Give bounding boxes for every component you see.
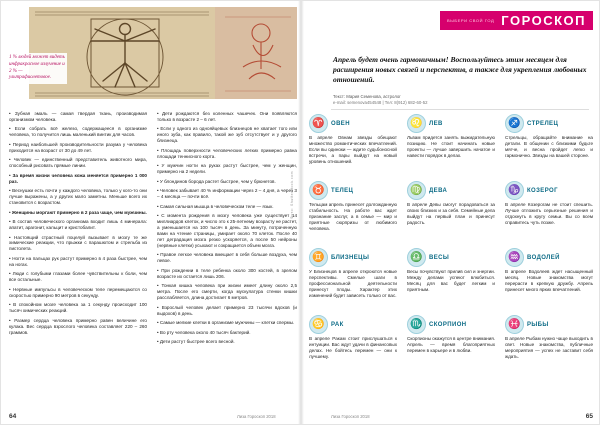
intro-text: Апрель будет очень гармоничным! Воспользуйтесь этим месяцем для расширения новых связей и перспектив, а также для укрепления любовных отношений. xyxy=(333,55,587,85)
zodiac-name: ТЕЛЕЦ xyxy=(331,187,354,194)
fact-item: • Дети растут быстрее всего весной. xyxy=(157,339,235,345)
zodiac-block xyxy=(407,315,495,378)
byline-contact: e-mail: semenova454548 | Тел: 8(912) 682-60-52 xyxy=(333,100,428,106)
fact-item: • Ногти на пальцах рук растут примерно в 4 раза быстрее, чем на ногах. xyxy=(9,255,147,267)
zodiac-block xyxy=(505,181,593,244)
fact-item: • Женщины моргают примерно в 2 раза чаще, чем мужчины. xyxy=(9,209,147,215)
page-number-right: 65 xyxy=(585,413,593,420)
page-right xyxy=(301,1,600,425)
footer-brand-left: Лиза Гороскоп 2018 xyxy=(237,414,276,419)
divider-rule xyxy=(331,109,589,110)
fact-item: • Если у одного из однояйцевых близнецов не хватает того или иного зуба, как правило, такой же зуб отсутствует и у другого близнеца. xyxy=(157,126,297,144)
zodiac-text: В апреле Водолеев ждет насыщенный месяц. Новые знакомства могут перерасти в крепкую дружбу. Апрель принесет много ярких впечатлений. xyxy=(505,269,593,292)
scorpio-icon: ♏ xyxy=(407,315,426,334)
zodiac-name: ОВЕН xyxy=(331,120,350,127)
gemini-icon: ♊ xyxy=(309,248,328,267)
byline xyxy=(333,94,589,107)
banner-kicker: ВЫБЕРИ СВОЙ ГОД xyxy=(446,18,495,23)
libra-icon: ♎ xyxy=(407,248,426,267)
zodiac-name: ЛЕВ xyxy=(429,120,443,127)
zodiac-block xyxy=(505,248,593,311)
zodiac-block xyxy=(309,114,397,177)
fact-item: • Во рту человека около 40 тысяч бактерий. xyxy=(157,329,251,335)
zodiac-header xyxy=(407,114,495,133)
zodiac-text: В апреле Ракам стоит прислушаться к интуиции. Вас ждут удачи в финансовых делах. Не бойтесь перемен — они к лучшему. xyxy=(309,336,397,359)
vitruvian-man-image xyxy=(29,7,297,99)
zodiac-header xyxy=(407,248,495,267)
fact-item: • Настоящий страстный поцелуй вызывает в мозгу те же химические реакции, что прыжки с парашютом и стрельба из пистолета. xyxy=(9,234,147,252)
zodiac-block xyxy=(407,248,495,311)
fact-item: • За время жизни человека кожа меняется примерно 1 000 раз. xyxy=(9,172,147,184)
sagittarius-icon: ♐ xyxy=(505,114,524,133)
zodiac-text: У Близнецов в апреле откроются новые перспективы. Смелые шаги в профессиональной деятельности принесут плоды. Характер этих изменений будет зависеть только от вас. xyxy=(309,269,397,298)
zodiac-name: РЫБЫ xyxy=(527,321,549,328)
image-caption: 1 % людей может видеть инфракрасное излучение и 2 % — ультрафиолетовое. xyxy=(7,53,67,84)
zodiac-header xyxy=(309,315,397,334)
fact-item: • В состав человеческого организма входит лишь 4 минерала: апатит, арагонит, кальцит и кристобалит. xyxy=(9,219,147,231)
left-facts-column xyxy=(157,111,297,405)
fact-item: • Веснушки есть почти у каждого человека, только у кого-то они лучше выражены, а у других мало заметны. Меньше всего их становится с возрастом. xyxy=(9,188,147,206)
fact-item: • Взрослый человек делает примерно 23 тысячи вдохов (и выдохов) в день. xyxy=(157,304,297,316)
zodiac-text: В апреле Рыбам нужно чаще выходить в свет. Новые знакомства, публичные мероприятия — успех не заставит себя ждать. xyxy=(505,336,593,359)
sign-column xyxy=(309,114,397,402)
zodiac-grid xyxy=(309,114,593,402)
zodiac-name: ДЕВА xyxy=(429,187,448,194)
sign-column xyxy=(407,114,495,402)
cancer-icon: ♋ xyxy=(309,315,328,334)
vitruvian-man-drawing xyxy=(29,7,297,99)
fact-item: • Нервные импульсы в человеческом теле перемещаются со скоростью примерно 90 метров в секунду. xyxy=(9,286,147,298)
zodiac-text: В апреле Девы смогут порадоваться за своих близких и за себя. Семейные дела выйдут на первый план и принесут радость. xyxy=(407,202,495,225)
taurus-icon: ♉ xyxy=(309,181,328,200)
fact-item: • Если собрать всё железо, содержащееся в организме человека, то получится лишь маленький винтик для часов. xyxy=(9,126,147,138)
fact-item: • При рождении в теле ребенка около 300 костей, в зрелом возрасте их остается лишь 206. xyxy=(157,267,297,279)
zodiac-text: Весы почувствуют прилив сил и энергии. Между делами успеют влюбиться. Месяц для вас будет легким и приятным. xyxy=(407,269,495,292)
sign-column xyxy=(505,114,593,402)
zodiac-block xyxy=(309,248,397,311)
fact-item: • Площадь поверхности человеческих легких примерно равна площади теннисного корта. xyxy=(157,147,297,159)
zodiac-name: БЛИЗНЕЦЫ xyxy=(331,254,370,261)
zodiac-text: В апреле Овнам звезды обещают множество романтических впечатлений. Если вы одиноки — ждите судьбоносной встречи, а пары выйдут на новый уровень отношений. xyxy=(309,135,397,164)
zodiac-header xyxy=(407,315,495,334)
zodiac-name: СТРЕЛЕЦ xyxy=(527,120,559,127)
zodiac-name: КОЗЕРОГ xyxy=(527,187,558,194)
zodiac-name: РАК xyxy=(331,321,344,328)
capricorn-icon: ♑ xyxy=(505,181,524,200)
virgo-icon: ♍ xyxy=(407,181,426,200)
fact-item: • Человек забывает 40 % информации через 2 – 4 дня, а через 3 – 4 месяца — почти всё. xyxy=(157,188,297,200)
zodiac-name: ВОДОЛЕЙ xyxy=(527,254,560,261)
fact-item: • В спокойном мозге человека за 1 секунду происходит 100 тысяч химических реакций. xyxy=(9,302,147,314)
zodiac-block xyxy=(505,114,593,177)
zodiac-block xyxy=(309,315,397,378)
zodiac-text: Стрельцы, обращайте внимание на детали. В общении с близкими будьте мягче, и весна пройдет легко и гармонично. Звезды на вашей стороне. xyxy=(505,135,593,158)
page-number-left: 64 xyxy=(9,413,17,420)
fact-item: • Дети рождаются без коленных чашечек. Они появляются только в возрасте 2 – 6 лет. xyxy=(157,111,297,122)
zodiac-block xyxy=(505,315,593,378)
photo-credit: Фото: Shutterstock.com xyxy=(290,171,294,220)
fact-item: • Зубная эмаль — самая твердая ткань, производимая организмом человека. xyxy=(9,111,147,122)
horoscope-banner xyxy=(440,11,593,30)
fact-item: • У блондинов борода растет быстрее, чем у брюнетов. xyxy=(157,178,276,184)
byline-author: Текст: Мария Семенова, астролог xyxy=(333,94,401,99)
zodiac-name: ВЕСЫ xyxy=(429,254,450,261)
aquarius-icon: ♒ xyxy=(505,248,524,267)
zodiac-text: Тельцам апрель принесет долгожданную стабильность. На работе вас ждет признание заслуг, а в семье — мир и приятные сюрпризы от любимого человека. xyxy=(309,202,397,231)
zodiac-text: В апреле Козерогам не стоит спешить. Лучше отложить серьезные решения и отдохнуть в кругу семьи. Вы со всем справитесь чуть позже. xyxy=(505,202,593,225)
fact-item: • Правое легкое человека вмещает в себя больше воздуха, чем левое. xyxy=(157,252,297,264)
zodiac-block xyxy=(407,181,495,244)
zodiac-header xyxy=(309,248,397,267)
fact-item: • Период наибольшей производительности разума у человека приходится на возраст от 30 до 49 лет. xyxy=(9,141,147,153)
left-facts-column xyxy=(9,111,147,405)
zodiac-block xyxy=(309,181,397,244)
aries-icon: ♈ xyxy=(309,114,328,133)
zodiac-block xyxy=(407,114,495,177)
fact-item: • С момента рождения в мозгу человека уже существует 14 миллиардов клеток, и число это к 25-летнему возрасту не растет, а уменьшается на 100 тысяч в день. За минуту, потраченную вами на чтение страницы, умирает около 70 клеток. После 40 лет деградация мозга резко ускоряется, а после 50 нейроны (нервные клетки) усыхают и сокращается объем мозга. xyxy=(157,213,297,248)
fact-item: • Самые мелкие клетки в организме мужчины — клетки спермы. xyxy=(157,320,295,326)
fact-item: • Люди с голубыми глазами более чувствительны к боли, чем все остальные. xyxy=(9,271,147,283)
zodiac-header xyxy=(505,114,593,133)
footer-brand-right: Лиза Гороскоп 2018 xyxy=(331,414,370,419)
fact-item: • Тонкая кишка человека при жизни имеет длину около 2,5 метра. После его смерти, когда мускулатура стенки кишки расслабляется, длина достигает 6 метров. xyxy=(157,283,297,301)
fact-item: • Самая сильная мышца в человеческом теле — язык. xyxy=(157,203,274,209)
fact-item: • У мужчин ногти на руках растут быстрее, чем у женщин, примерно на 2 недели. xyxy=(157,163,297,175)
zodiac-header xyxy=(407,181,495,200)
zodiac-text: Львам придется занять выжидательную позицию. Не стоит начинать новые проекты — лучше завершить начатое и навести порядок в делах. xyxy=(407,135,495,158)
zodiac-header xyxy=(505,315,593,334)
zodiac-header xyxy=(309,114,397,133)
zodiac-name: СКОРПИОН xyxy=(429,321,467,328)
fact-item: • Человек — единственный представитель животного мира, способный рисовать прямые линии. xyxy=(9,157,147,169)
center-fold xyxy=(298,1,304,425)
leo-icon: ♌ xyxy=(407,114,426,133)
zodiac-header xyxy=(505,248,593,267)
zodiac-header xyxy=(505,181,593,200)
pisces-icon: ♓ xyxy=(505,315,524,334)
zodiac-header xyxy=(309,181,397,200)
page-left xyxy=(1,1,301,425)
fact-item: • Размер сердца человека примерно равен величине его кулака. Вес сердца взрослого человека составляет 220 – 260 граммов. xyxy=(9,317,147,335)
banner-title: ГОРОСКОП xyxy=(501,13,586,28)
zodiac-text: Скорпионы окажутся в центре внимания. Апрель — время благоприятных перемен в карьере и в любви. xyxy=(407,336,495,353)
